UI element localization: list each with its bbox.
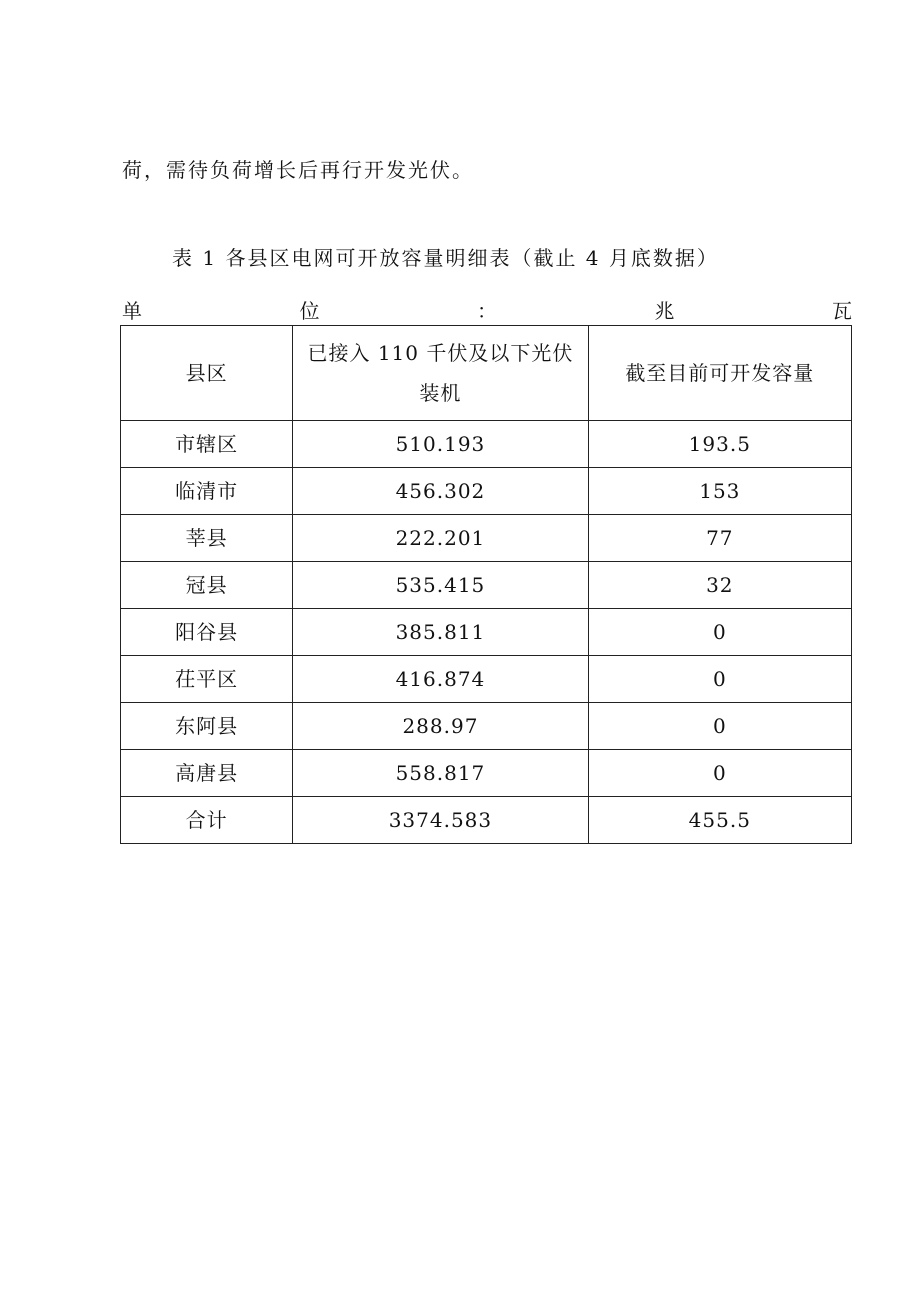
cell-county: 冠县 bbox=[121, 562, 293, 609]
table-row bbox=[121, 656, 852, 703]
unit-char: 位 bbox=[299, 299, 320, 323]
unit-char: 瓦 bbox=[832, 299, 852, 323]
table-caption: 表 1 各县区电网可开放容量明细表（截止 4 月底数据） bbox=[172, 246, 719, 270]
capacity-table bbox=[120, 325, 852, 844]
unit-line bbox=[122, 296, 852, 326]
table-row bbox=[121, 515, 852, 562]
cell-available: 77 bbox=[588, 515, 851, 562]
table-row bbox=[121, 609, 852, 656]
table-row bbox=[121, 562, 852, 609]
table-row bbox=[121, 421, 852, 468]
cell-available: 0 bbox=[588, 703, 851, 750]
table-row-total bbox=[121, 797, 852, 844]
cell-county: 合计 bbox=[121, 797, 293, 844]
header-county: 县区 bbox=[121, 326, 293, 421]
cell-installed: 510.193 bbox=[293, 421, 588, 468]
table-row bbox=[121, 750, 852, 797]
cell-installed: 535.415 bbox=[293, 562, 588, 609]
table-body bbox=[121, 421, 852, 844]
cell-county: 东阿县 bbox=[121, 703, 293, 750]
cell-available: 0 bbox=[588, 750, 851, 797]
cell-county: 高唐县 bbox=[121, 750, 293, 797]
cell-county: 莘县 bbox=[121, 515, 293, 562]
unit-char: 单 bbox=[122, 299, 142, 323]
header-installed-pv bbox=[293, 326, 588, 421]
header-available-capacity: 截至目前可开发容量 bbox=[588, 326, 851, 421]
cell-available: 455.5 bbox=[588, 797, 851, 844]
cell-county: 临清市 bbox=[121, 468, 293, 515]
unit-char: ： bbox=[477, 299, 497, 323]
cell-installed: 3374.583 bbox=[293, 797, 588, 844]
header-installed-pv-label: 已接入 110 千伏及以下光伏装机 bbox=[307, 341, 574, 405]
header-row bbox=[121, 326, 852, 421]
cell-installed: 558.817 bbox=[293, 750, 588, 797]
cell-county: 阳谷县 bbox=[121, 609, 293, 656]
table-header bbox=[121, 326, 852, 421]
cell-installed: 456.302 bbox=[293, 468, 588, 515]
body-paragraph: 荷，需待负荷增长后再行开发光伏。 bbox=[122, 158, 474, 182]
unit-char: 兆 bbox=[654, 299, 675, 323]
cell-available: 32 bbox=[588, 562, 851, 609]
cell-county: 茌平区 bbox=[121, 656, 293, 703]
table-row bbox=[121, 703, 852, 750]
cell-county: 市辖区 bbox=[121, 421, 293, 468]
cell-installed: 416.874 bbox=[293, 656, 588, 703]
table-row bbox=[121, 468, 852, 515]
cell-installed: 385.811 bbox=[293, 609, 588, 656]
cell-available: 153 bbox=[588, 468, 851, 515]
cell-installed: 288.97 bbox=[293, 703, 588, 750]
cell-available: 193.5 bbox=[588, 421, 851, 468]
cell-available: 0 bbox=[588, 656, 851, 703]
cell-installed: 222.201 bbox=[293, 515, 588, 562]
cell-available: 0 bbox=[588, 609, 851, 656]
